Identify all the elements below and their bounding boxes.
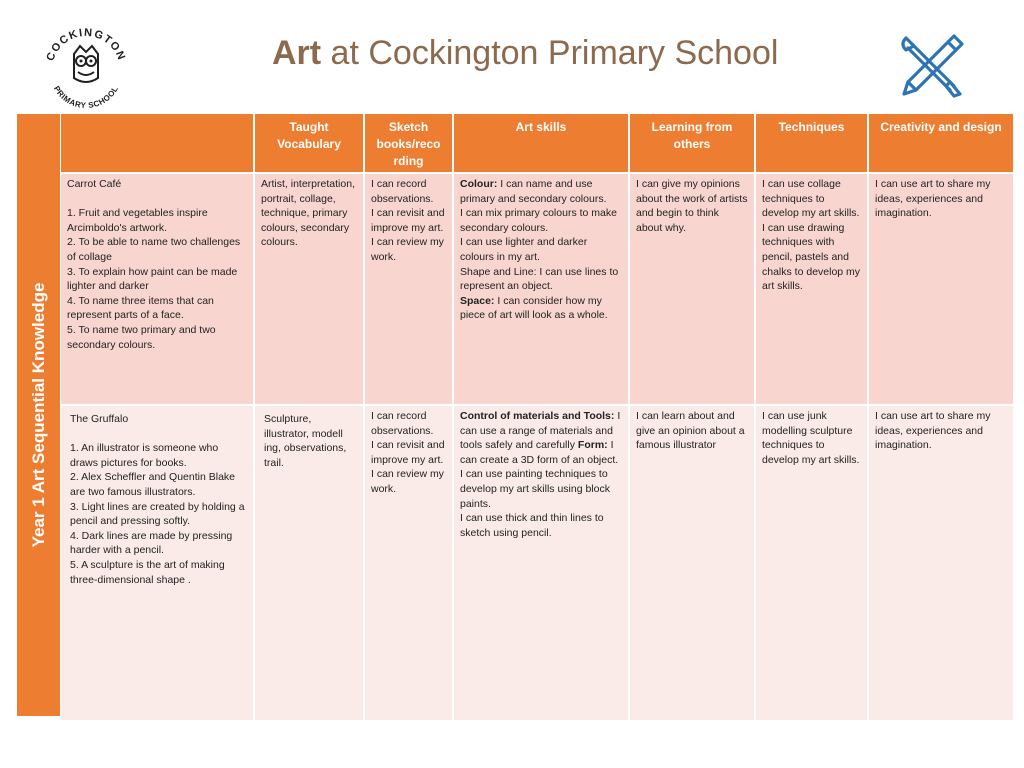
svg-text:PRIMARY SCHOOL [52,84,120,108]
row1-art-skills [454,174,628,404]
row2-skill2-label: Form: [577,439,608,452]
header-techniques: Techniques [756,114,867,172]
row2-vocabulary: Sculpture, illustrator, modell ing, observations, trail. [255,406,363,720]
row2-skill1-label: Control of materials and Tools: [460,410,615,422]
curriculum-table [61,114,1001,716]
paintbrush-pencil-cross-icon [896,32,968,100]
row1-skill1-text: I can name and use primary and secondary colours. I can mix primary colours to make secondary colours. I can use lighter and darker colours in my art. Shape and Line: I can use lines to represent an object. [460,178,619,293]
logo-text-bottom: PRIMARY SCHOOL [51,84,121,108]
sidebar-label: Year 1 Art Sequential Knowledge [28,282,48,548]
header-topic [61,114,253,172]
header-learning: Learning from others [630,114,754,172]
title-rest: at Cockington Primary School [321,34,779,72]
year-sidebar [17,114,60,716]
row1-skill2-label: Space: [460,294,495,307]
owl-icon [74,46,98,82]
row2-skill1-text: I can use a range of materials and tools safely and carefully [460,410,621,452]
row1-topic: Carrot Café 1. Fruit and vegetables inspire Arcimboldo's artwork. 2. To be able to name two challenges of collage 3. To explain how paint can be made lighter and darker 4. To name three items that can represent parts of a face. 5. To name two primary and two secondary colours. [61,174,253,404]
header-sketchbooks: Sketch books/reco rding [365,114,452,172]
header-art-skills: Art skills [454,114,628,172]
row2-skill2-text: I can create a 3D form of an object. I can use painting techniques to develop my art skills using block paints. I can use thick and thin lines to sketch using pencil. [460,439,619,539]
row1-skill2-text: I can consider how my piece of art will look as a whole. [460,294,608,322]
row2-topic: The Gruffalo 1. An illustrator is someone who draws pictures for books. 2. Alex Scheffler and Quentin Blake are two famous illustrators. 3. Light lines are created by holding a pencil and pressing softly. 4. Dark lines are made by pressing harder with a pencil. 5. A sculpture is the art of making three-dimensional shape . [61,406,253,720]
logo-text-top: COCKINGTON [44,26,128,63]
school-logo [40,26,132,108]
row2-art-skills [454,406,628,720]
row1-creativity: I can use art to share my ideas, experiences and imagination. [869,174,1013,404]
title-bold: Art [272,34,322,72]
header-creativity: Creativity and design [869,114,1013,172]
row1-vocabulary: Artist, interpretation, portrait, collage, technique, primary colours, secondary colours. [255,174,363,404]
row2-sketchbooks: I can record observations. I can revisit and improve my art. I can review my work. [365,406,452,720]
row2-techniques: I can use junk modelling sculpture techniques to develop my art skills. [756,406,867,720]
page-title [272,34,778,73]
row2-creativity: I can use art to share my ideas, experiences and imagination. [869,406,1013,720]
row1-sketchbooks: I can record observations. I can revisit and improve my art. I can review my work. [365,174,452,404]
row1-techniques: I can use collage techniques to develop my art skills. I can use drawing techniques with pencil, pastels and chalks to develop my art skills. [756,174,867,404]
row2-learning: I can learn about and give an opinion about a famous illustrator [630,406,754,720]
row1-learning: I can give my opinions about the work of artists and begin to think about why. [630,174,754,404]
header-vocabulary: Taught Vocabulary [255,114,363,172]
row1-skill1-label: Colour: [460,178,498,190]
